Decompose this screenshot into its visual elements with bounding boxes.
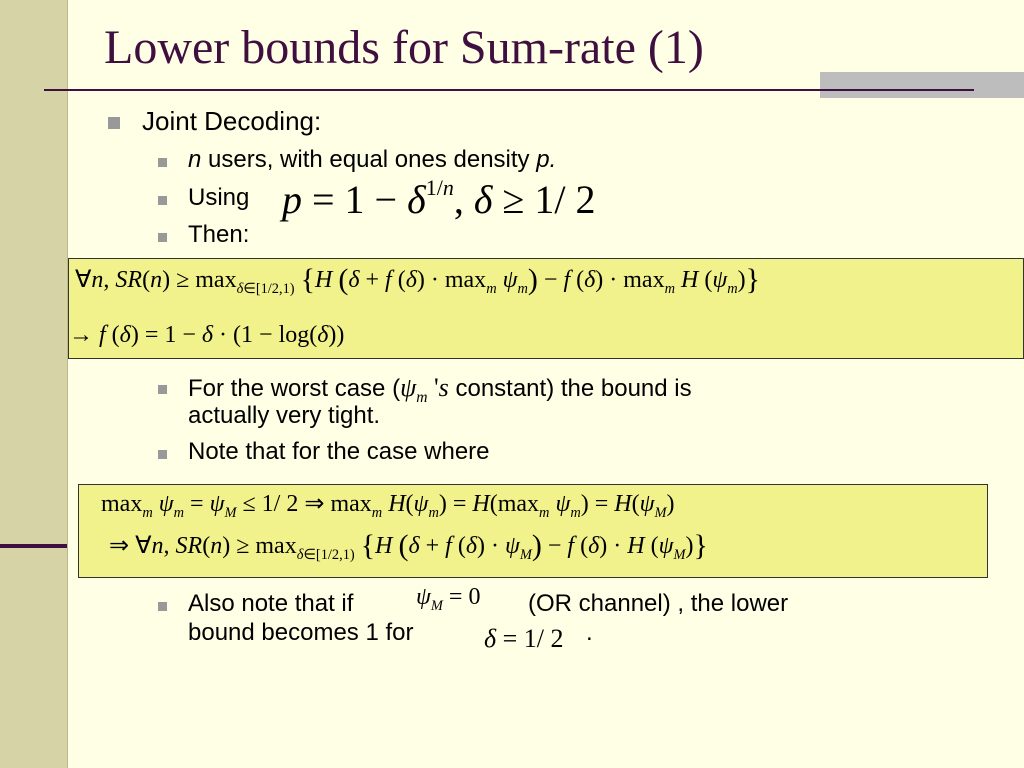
also-suffix: (OR channel) , the lower (528, 590, 789, 617)
equation-box-2 (78, 484, 988, 578)
title-rule (44, 89, 974, 91)
bullet-marker (158, 602, 167, 611)
bullet-note: Note that for the case where (188, 438, 490, 465)
var-p: p. (536, 146, 557, 173)
psi-m-symbol: $\psi_m$ 's (400, 373, 449, 407)
also-line2: bound becomes 1 for (188, 619, 414, 646)
bullet-marker (158, 196, 167, 205)
bullet-marker (158, 450, 167, 459)
slide-title: Lower bounds for Sum-rate (1) (104, 21, 704, 74)
also-prefix: Also note that if (188, 590, 354, 617)
bullet-also-note (188, 591, 353, 617)
side-bar (0, 0, 68, 768)
bullet-then: Then: (188, 221, 250, 248)
bullet-marker (158, 233, 167, 242)
also-end: . (586, 619, 593, 646)
decorative-left-rule (0, 544, 67, 548)
f-delta-equation: → f (δ) = 1 − δ · (1 − log(δ)) (69, 322, 345, 348)
sum-rate-bound-equation: ∀n, $SR(n) \ge \max_{\delta\in[1/2,1)} \{H$ (δ + f $(\delta) \cdot \max_m \psi_m) - f$ $(\delta) \cdot \max_m H$ $(\psi_m)$} (75, 263, 761, 297)
bullet-joint-decoding: Joint Decoding: (142, 106, 322, 136)
decorative-grey-block (820, 72, 1024, 98)
bullet-marker (158, 158, 167, 167)
psi-m-zero-equation: $\psi_M = 0$ (416, 584, 481, 614)
max-psi-equation: $\max_m \psi_m = \psi_M \le 1/$ 2 ⇒ $\max_m H(\psi_m) = H(\max_m$ $\psi_m) = H(\psi_M)$ (101, 491, 675, 521)
delta-half-equation: δ = 1/ 2 (484, 624, 564, 653)
bullet-users (188, 147, 556, 173)
bullet-marker (108, 117, 120, 129)
equation-box-1 (68, 258, 1024, 359)
worst-case-suffix: constant) the bound is (455, 375, 692, 402)
users-text: users, with equal ones density (201, 146, 537, 173)
worst-case-prefix: For the worst case ( (188, 375, 401, 402)
bullet-marker (158, 385, 167, 394)
bullet-using: Using (188, 184, 250, 211)
bullet-worst-case-line2: actually very tight. (188, 402, 381, 429)
sum-rate-bound-psi-m-equation: ⇒ ∀n, $SR(n) \ge \max_{\delta\in[1/2,1)} \{H$ (δ + f $(\delta) \cdot \psi_M) - f$ (δ) · H $(\psi_M)$} (109, 529, 708, 563)
density-equation: $p = 1 - \delta^{1/n}$, δ ≥ 1/ 2 (282, 175, 596, 222)
var-n: n (188, 146, 202, 173)
